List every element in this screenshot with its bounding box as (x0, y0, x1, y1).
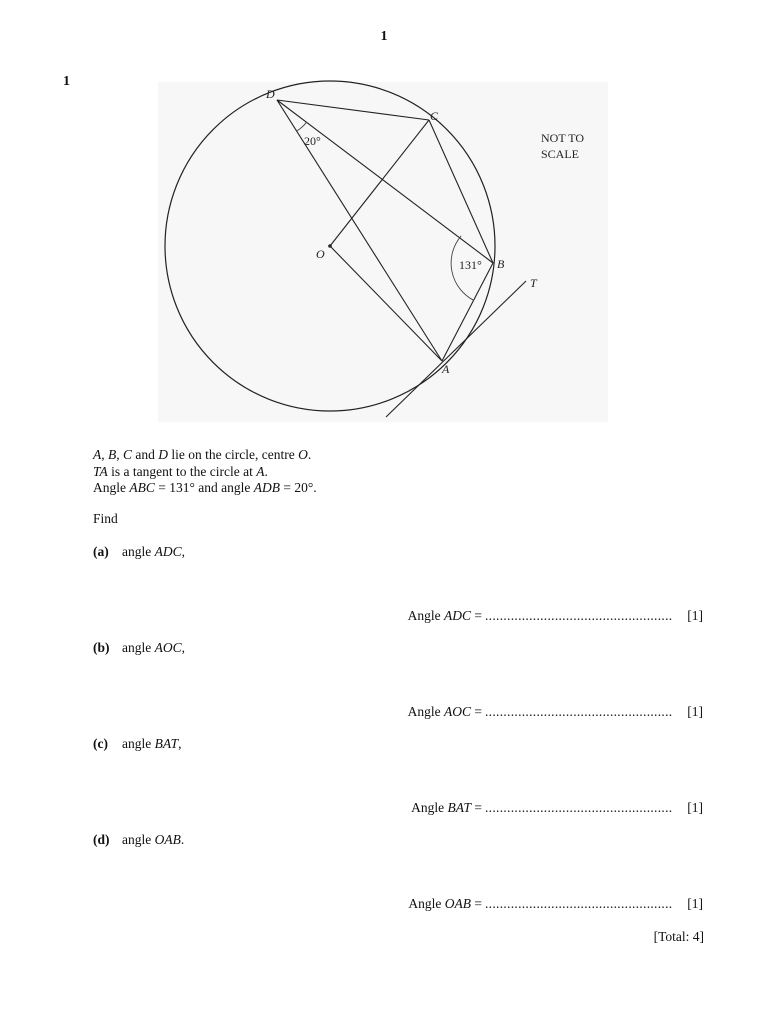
part-d-answer-line (390, 896, 703, 912)
info-line-1: A, B, C and D lie on the circle, centre O. (93, 447, 312, 462)
part-c-letter: (c) (93, 736, 108, 751)
circle-diagram (150, 80, 610, 425)
not-to-scale-line2: SCALE (541, 147, 580, 161)
info-line-2: TA is a tangent to the circle at A. (93, 463, 268, 479)
part-b-answer-field[interactable]: ................................................... (485, 704, 673, 719)
part-a-marks: [1] (687, 608, 703, 623)
part-c-answer-label: Angle BAT = (411, 800, 482, 815)
part-d-letter: (d) (93, 832, 110, 847)
part-c-marks: [1] (687, 800, 703, 815)
label-t: T (530, 276, 537, 290)
label-a: A (442, 362, 450, 376)
part-d-answer-field[interactable]: ................................................... (485, 896, 673, 911)
label-c: C (430, 109, 439, 123)
question-number: 1 (63, 74, 70, 89)
label-d: D (266, 87, 275, 101)
part-a-answer-field[interactable]: ................................................... (485, 608, 673, 623)
question-info (93, 447, 317, 497)
part-b-letter: (b) (93, 640, 110, 655)
part-a-answer-line (390, 608, 703, 624)
part-d-answer-label: Angle OAB = (408, 896, 482, 911)
label-b: B (497, 257, 505, 271)
part-c-answer-field[interactable]: ................................................... (485, 800, 673, 815)
find-instruction: Find (93, 511, 118, 526)
part-c-answer-line (390, 800, 703, 816)
part-a-letter: (a) (93, 544, 109, 559)
angle-label-adb: 20° (304, 134, 321, 148)
part-b-answer-line (390, 704, 703, 720)
part-a-question: (a) angle ADC, (93, 544, 185, 559)
part-b-question: (b) angle AOC, (93, 640, 185, 655)
centre-point (328, 244, 332, 248)
part-d-question: (d) angle OAB. (93, 832, 185, 847)
part-a-answer-label: Angle ADC = (407, 608, 482, 623)
part-d-marks: [1] (687, 896, 703, 911)
not-to-scale-line1: NOT TO (541, 131, 585, 145)
part-b-marks: [1] (687, 704, 703, 719)
total-marks: [Total: 4] (653, 929, 704, 944)
angle-label-abc: 131° (459, 258, 482, 272)
info-line-3: Angle ABC = 131° and angle ADB = 20°. (93, 480, 317, 495)
part-c-question: (c) angle BAT, (93, 736, 182, 751)
part-b-answer-label: Angle AOC = (407, 704, 482, 719)
page-number: 1 (380, 29, 388, 44)
circle-diagram-svg (150, 80, 610, 425)
label-o: O (316, 247, 325, 261)
